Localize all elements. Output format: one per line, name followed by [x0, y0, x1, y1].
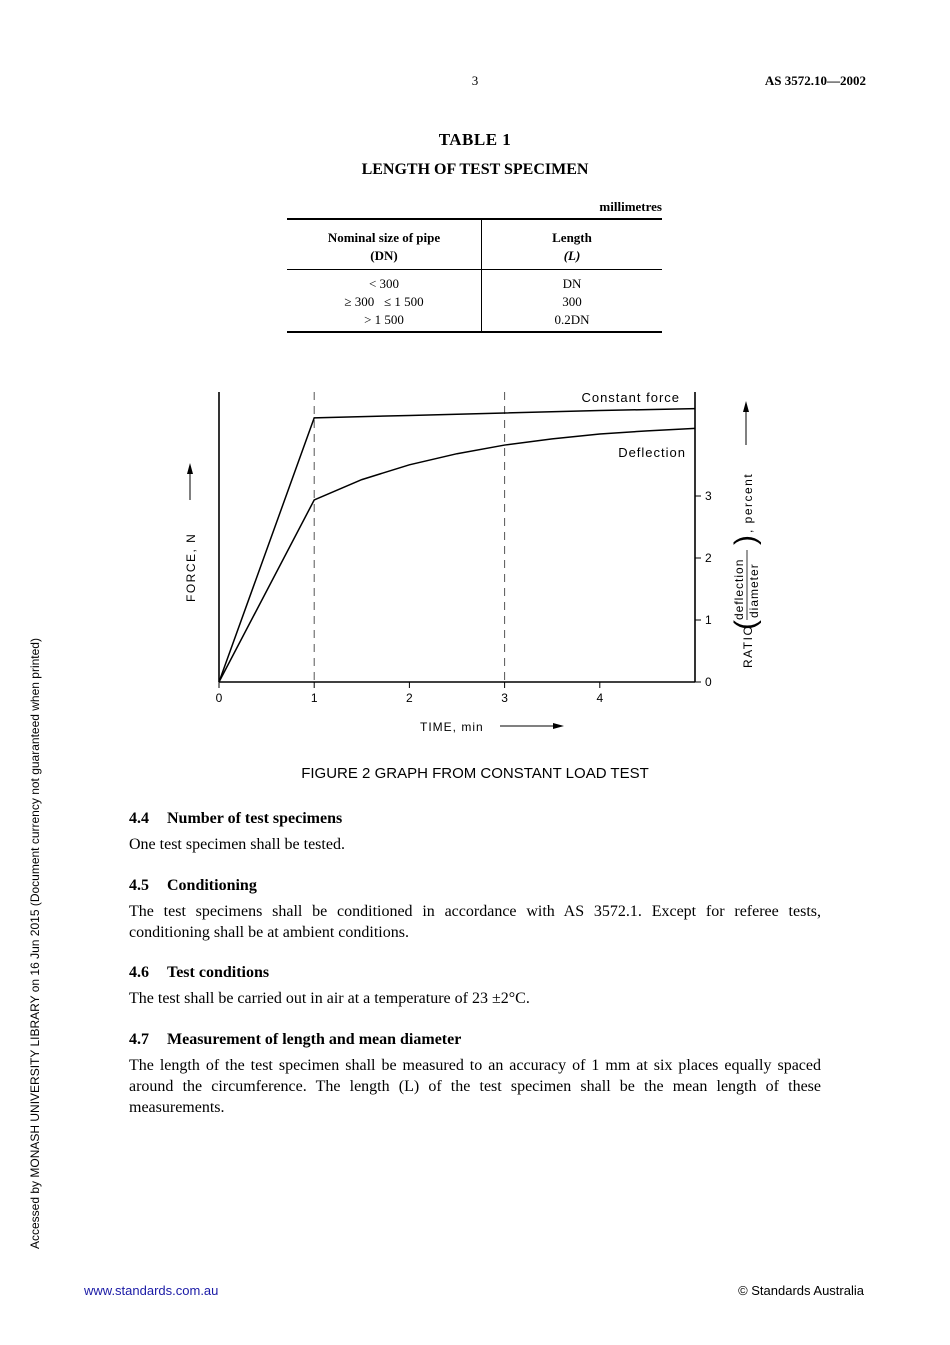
- table-cell: 300: [562, 294, 582, 309]
- section-number: 4.5: [129, 877, 149, 894]
- standard-id: AS 3572.10—2002: [764, 73, 866, 88]
- x-axis-title: TIME, min: [420, 720, 484, 734]
- force-arrow-head: [187, 463, 193, 474]
- section-body: The length of the test specimen shall be measured to an accuracy of 1 mm at six places equally spaced around the circumference. The length (L) of the test specimen shall be the mean length of these measurements.: [129, 1057, 821, 1116]
- section-heading: Conditioning: [167, 877, 257, 894]
- x-tick-label: 0: [215, 691, 223, 705]
- section-4-7: [129, 1031, 821, 1118]
- x-tick-label: 1: [310, 691, 318, 705]
- table-label: TABLE 1: [438, 130, 512, 149]
- footer-copyright: © Standards Australia: [738, 1283, 864, 1298]
- table-cell: 0.2DN: [482, 311, 663, 332]
- section-heading: Test conditions: [167, 964, 270, 981]
- time-arrow-head: [553, 723, 564, 729]
- x-tick-label: 4: [596, 691, 604, 705]
- column-symbol-dn: (DN): [287, 247, 482, 270]
- section-body: The test shall be carried out in air at a temperature of 23 ±2°C.: [129, 990, 530, 1007]
- open-paren: (: [729, 620, 762, 630]
- section-body: One test specimen shall be tested.: [129, 836, 345, 853]
- section-4-6: [129, 964, 821, 1009]
- x-tick-label: 3: [501, 691, 508, 705]
- percent-label: , percent: [741, 472, 755, 533]
- y-right-tick-label: 1: [705, 613, 712, 627]
- figure-caption: FIGURE 2 GRAPH FROM CONSTANT LOAD TEST: [301, 765, 649, 782]
- chart-marks: [216, 390, 712, 705]
- column-header-length: Length: [482, 219, 663, 247]
- page-number: 3: [471, 73, 479, 88]
- table-cell: > 1 500: [287, 311, 482, 332]
- section-4-5: [129, 877, 821, 943]
- close-paren: ): [729, 535, 762, 545]
- series-line-deflection: [219, 428, 695, 682]
- y-right-tick-label: 3: [705, 489, 712, 503]
- y-axis-right-title: [729, 473, 762, 668]
- table-cell: ≥ 300 ≤ 1 500: [287, 293, 482, 311]
- x-tick-label: 2: [406, 691, 413, 705]
- section-number: 4.7: [129, 1031, 149, 1048]
- series-label-deflection: Deflection: [618, 445, 686, 460]
- table-title: LENGTH OF TEST SPECIMEN: [361, 161, 589, 178]
- section-heading: Measurement of length and mean diameter: [167, 1031, 462, 1048]
- ratio-arrow-head: [743, 401, 749, 412]
- chart-frame: [187, 392, 749, 729]
- table-cell: DN: [562, 276, 582, 291]
- section-4-4: [129, 810, 821, 855]
- ratio-label: RATIO: [741, 624, 755, 668]
- section-body: The test specimens shall be conditioned in accordance with AS 3572.1. Except for referee tests, conditioning shall be at ambient conditions.: [129, 903, 821, 941]
- series-label-constant-force: Constant force: [581, 390, 680, 405]
- table-cell: < 300: [287, 270, 482, 294]
- y-axis-left-title: FORCE, N: [184, 532, 198, 602]
- column-symbol-l: (L): [482, 247, 663, 270]
- y-right-tick-label: 0: [705, 675, 712, 689]
- section-heading: Number of test specimens: [167, 810, 343, 827]
- ratio-numerator: deflection: [732, 558, 746, 620]
- ratio-denominator: diameter: [747, 563, 761, 618]
- y-right-tick-label: 2: [705, 551, 712, 565]
- access-watermark: Accessed by MONASH UNIVERSITY LIBRARY on 16 Jun 2015 (Document currency not guaranteed when printed): [28, 638, 42, 1249]
- footer-link[interactable]: www.standards.com.au: [84, 1283, 219, 1298]
- section-number: 4.6: [129, 964, 149, 981]
- section-number: 4.4: [129, 810, 149, 827]
- table-units: millimetres: [599, 199, 662, 214]
- column-header-nominal-size: Nominal size of pipe: [287, 219, 482, 247]
